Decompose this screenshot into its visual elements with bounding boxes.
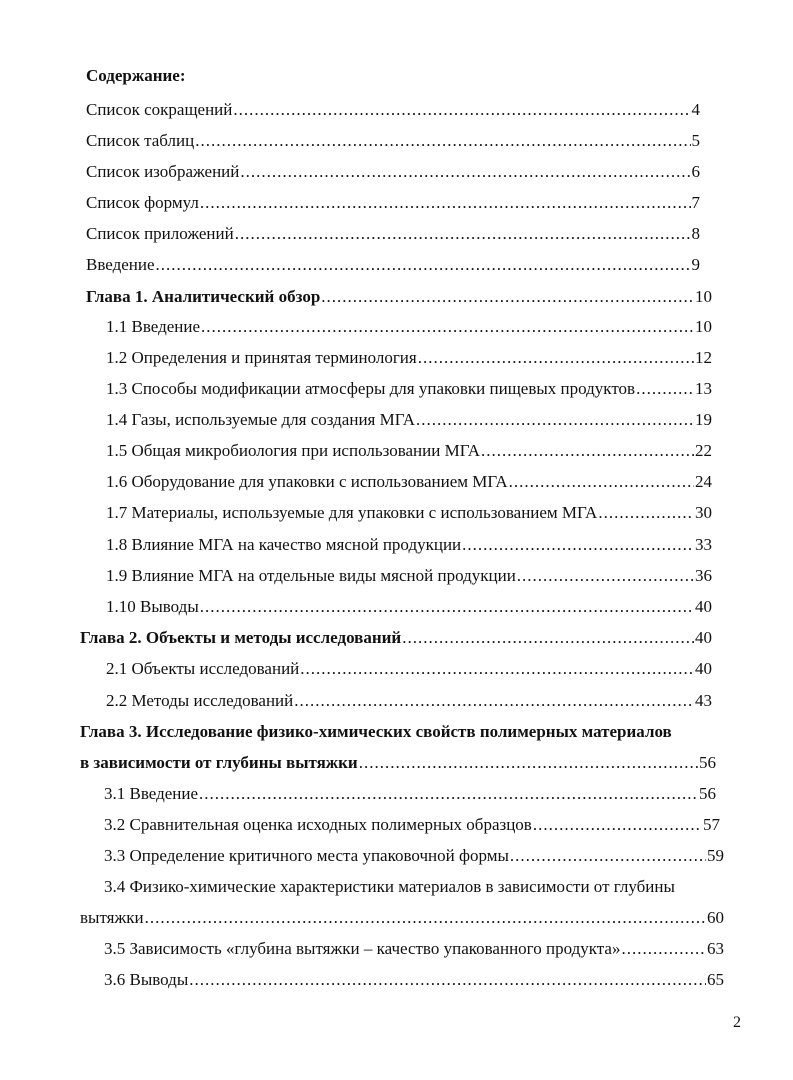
toc-leader bbox=[636, 378, 694, 400]
toc-entry-text: 3.2 Сравнительная оценка исходных полимерных образцов bbox=[104, 815, 532, 834]
toc-leader bbox=[233, 99, 690, 121]
toc-leader bbox=[200, 192, 691, 214]
toc-leader bbox=[509, 471, 694, 493]
toc-leader bbox=[462, 534, 694, 556]
toc-leader bbox=[195, 130, 690, 152]
toc-entry-page: 60 bbox=[707, 908, 724, 927]
toc-entry-text: Список изображений bbox=[86, 162, 240, 181]
toc-entry bbox=[86, 254, 700, 276]
toc-entry-page: 33 bbox=[695, 535, 712, 554]
toc-entry-text: 1.6 Оборудование для упаковки с использованием МГА bbox=[106, 472, 508, 491]
toc-entry-text: 3.1 Введение bbox=[104, 784, 199, 803]
toc-entry-text: Список сокращений bbox=[86, 100, 233, 119]
toc-entry-text: 1.10 Выводы bbox=[106, 597, 199, 616]
toc-leader bbox=[189, 969, 706, 991]
toc-entry bbox=[106, 596, 712, 618]
toc-leader bbox=[359, 752, 698, 774]
toc-entry-text: Глава 1. Аналитический обзор bbox=[86, 287, 321, 306]
toc-entry-text: 1.9 Влияние МГА на отдельные виды мясной продукции bbox=[106, 566, 516, 585]
toc-entry bbox=[104, 938, 724, 960]
toc-leader bbox=[201, 316, 694, 338]
toc-entry-page: 36 bbox=[695, 566, 712, 585]
toc-entry-page: 24 bbox=[695, 472, 712, 491]
toc-entry bbox=[106, 347, 712, 369]
toc-entry-page: 30 bbox=[695, 503, 712, 522]
toc-entry-text: 1.7 Материалы, используемые для упаковки с использованием МГА bbox=[106, 503, 598, 522]
toc-chapter bbox=[80, 752, 716, 774]
toc-entry-page: 10 bbox=[695, 317, 712, 336]
toc-leader bbox=[200, 596, 694, 618]
toc-leader bbox=[199, 783, 698, 805]
toc-entry-text: в зависимости от глубины вытяжки bbox=[80, 753, 358, 772]
toc-entry-page: 9 bbox=[691, 255, 700, 274]
toc-entry bbox=[86, 161, 700, 183]
toc-leader bbox=[517, 565, 694, 587]
toc-entry-text: 1.1 Введение bbox=[106, 317, 201, 336]
toc-entry bbox=[106, 440, 712, 462]
toc-entry-text: Список формул bbox=[86, 193, 199, 212]
toc-leader bbox=[294, 690, 694, 712]
toc-entry-text: 3.5 Зависимость «глубина вытяжки – качество упакованного продукта» bbox=[104, 939, 621, 958]
toc-entry bbox=[86, 223, 700, 245]
toc-entry-page: 40 bbox=[695, 597, 712, 616]
toc-entry-line: 3.4 Физико-химические характеристики материалов в зависимости от глубины bbox=[104, 877, 675, 896]
toc-entry bbox=[106, 658, 712, 680]
toc-leader bbox=[418, 347, 694, 369]
toc-entry bbox=[106, 534, 712, 556]
toc-entry bbox=[104, 814, 720, 836]
toc-entry-page: 10 bbox=[695, 287, 712, 306]
toc-leader bbox=[145, 907, 706, 929]
toc-entry-page: 7 bbox=[691, 193, 700, 212]
toc-entry-page: 40 bbox=[695, 628, 712, 647]
toc-chapter bbox=[86, 286, 712, 308]
toc-entry-text: 1.3 Способы модификации атмосферы для упаковки пищевых продуктов bbox=[106, 379, 636, 398]
toc-entry-text: Введение bbox=[86, 255, 155, 274]
toc-entry bbox=[86, 192, 700, 214]
toc-entry-page: 19 bbox=[695, 410, 712, 429]
toc-entry bbox=[106, 690, 712, 712]
toc-entry-page: 56 bbox=[699, 753, 716, 772]
toc-leader bbox=[235, 223, 691, 245]
toc-entry-text: вытяжки bbox=[80, 908, 144, 927]
toc-entry-text: 2.1 Объекты исследований bbox=[106, 659, 300, 678]
toc-leader bbox=[510, 845, 706, 867]
toc-entry-page: 13 bbox=[695, 379, 712, 398]
toc-title: Содержание: bbox=[86, 66, 186, 85]
toc-entry-page: 43 bbox=[695, 691, 712, 710]
toc-entry-page: 63 bbox=[707, 939, 724, 958]
toc-entry bbox=[106, 471, 712, 493]
toc-entry bbox=[106, 502, 712, 524]
toc-entry bbox=[104, 845, 724, 867]
toc-leader bbox=[240, 161, 690, 183]
toc-entry bbox=[86, 130, 700, 152]
toc-leader bbox=[621, 938, 706, 960]
toc-entry bbox=[80, 907, 724, 929]
toc-entry-text: 1.8 Влияние МГА на качество мясной продукции bbox=[106, 535, 462, 554]
toc-entry bbox=[106, 378, 712, 400]
toc-entry-page: 4 bbox=[691, 100, 700, 119]
toc-entry-page: 65 bbox=[707, 970, 724, 989]
toc-entry-text: Глава 2. Объекты и методы исследований bbox=[80, 628, 402, 647]
toc-entry-page: 40 bbox=[695, 659, 712, 678]
toc-entry-text: Список приложений bbox=[86, 224, 234, 243]
toc-leader bbox=[300, 658, 694, 680]
toc-leader bbox=[533, 814, 702, 836]
page-number: 2 bbox=[733, 1014, 741, 1031]
toc-entry-page: 6 bbox=[691, 162, 700, 181]
toc-entry-page: 12 bbox=[695, 348, 712, 367]
toc-leader bbox=[321, 286, 694, 308]
toc-entry-page: 57 bbox=[703, 815, 720, 834]
toc-leader bbox=[481, 440, 694, 462]
toc-leader bbox=[156, 254, 691, 276]
toc-entry bbox=[106, 565, 712, 587]
toc-entry bbox=[106, 409, 712, 431]
toc-entry bbox=[104, 783, 716, 805]
toc-leader bbox=[402, 627, 694, 649]
toc-entry-text: 1.4 Газы, используемые для создания МГА bbox=[106, 410, 415, 429]
toc-entry-page: 59 bbox=[707, 846, 724, 865]
toc-entry-text: 1.2 Определения и принятая терминология bbox=[106, 348, 417, 367]
toc-entry-page: 56 bbox=[699, 784, 716, 803]
toc-entry-text: Список таблиц bbox=[86, 131, 195, 150]
toc-leader bbox=[598, 502, 694, 524]
toc-entry bbox=[104, 969, 724, 991]
toc-chapter-line: Глава 3. Исследование физико-химических свойств полимерных материалов bbox=[80, 722, 672, 741]
toc-entry bbox=[106, 316, 712, 338]
toc-entry-page: 22 bbox=[695, 441, 712, 460]
toc-entry bbox=[86, 99, 700, 121]
toc-entry-text: 2.2 Методы исследований bbox=[106, 691, 294, 710]
toc-entry-page: 5 bbox=[691, 131, 700, 150]
toc-entry-text: 3.3 Определение критичного места упаковочной формы bbox=[104, 846, 509, 865]
toc-entry-page: 8 bbox=[691, 224, 700, 243]
toc-chapter bbox=[80, 627, 712, 649]
toc-leader bbox=[416, 409, 694, 431]
toc-entry-text: 3.6 Выводы bbox=[104, 970, 189, 989]
toc-entry-text: 1.5 Общая микробиология при использовании МГА bbox=[106, 441, 480, 460]
